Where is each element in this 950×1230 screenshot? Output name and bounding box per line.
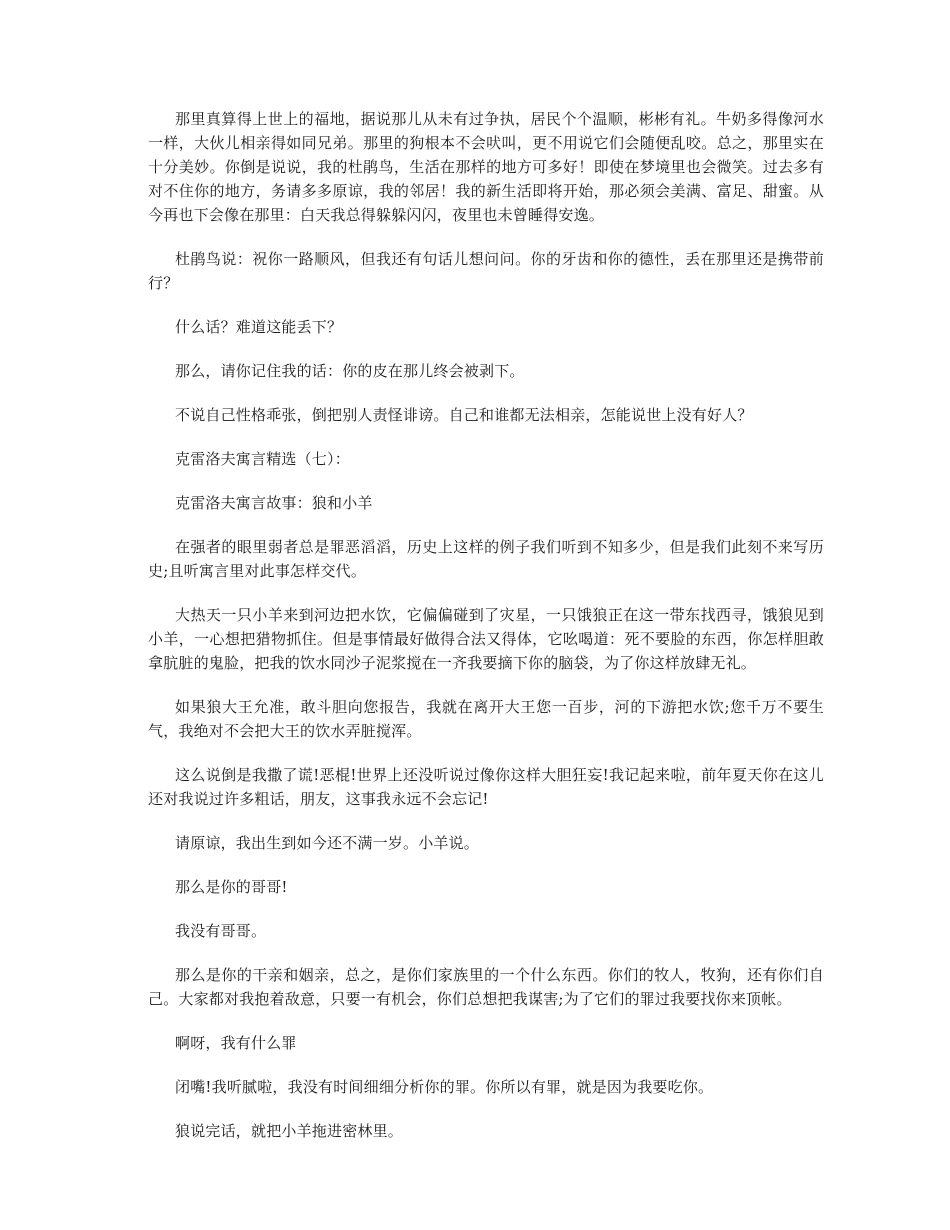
story-title: 克雷洛夫寓言故事：狼和小羊 (175, 494, 373, 512)
paragraph: 如果狼大王允准，敢斗胆向您报告，我就在离开大王您一百步，河的下游把水饮;您千万不要生气，我绝对不会把大王的饮水弄脏搅浑。 (148, 698, 824, 740)
paragraph: 啊呀，我有什么罪 (175, 1034, 297, 1052)
paragraph: 在强者的眼里弱者总是罪恶滔滔，历史上这样的例子我们听到不知多少，但是我们此刻不来写历史;且听寓言里对此事怎样交代。 (148, 538, 824, 580)
paragraph: 那么是你的哥哥! (175, 878, 288, 896)
section-heading: 克雷洛夫寓言精选（七）： (175, 450, 350, 468)
paragraph: 那里真算得上世上的福地，据说那儿从未有过争执，居民个个温顺，彬彬有礼。牛奶多得像河水一样，大伙儿相亲得如同兄弟。那里的狗根本不会吠叫，更不用说它们会随便乱咬。总之，那里实在十分美妙。你倒是说说，我的杜鹃鸟，生活在那样的地方可多好！即使在梦境里也会微笑。过去多有对不住你的地方，务请多多原谅，我的邻居！我的新生活即将开始，那必须会美满、富足、甜蜜。从今再也下会像在那里：白天我总得躲躲闪闪，夜里也未曾睡得安逸。 (148, 110, 824, 224)
document-body (148, 107, 824, 1163)
paragraph: 什么话？难道这能丢下？ (175, 318, 343, 336)
paragraph: 请原谅，我出生到如今还不满一岁。小羊说。 (175, 834, 480, 852)
paragraph: 闭嘴!我听腻啦，我没有时间细细分析你的罪。你所以有罪，就是因为我要吃你。 (175, 1078, 714, 1096)
paragraph: 大热天一只小羊来到河边把水饮，它偏偏碰到了灾星，一只饿狼正在这一带东找西寻，饿狼见到小羊，一心想把猎物抓住。但是事情最好做得合法又得体，它吆喝道：死不要脸的东西，你怎样胆敢拿肮脏的鬼脸，把我的饮水同沙子泥浆搅在一齐我要摘下你的脑袋，为了你这样放肆无礼。 (148, 606, 824, 672)
paragraph: 那么是你的干亲和姻亲，总之，是你们家族里的一个什么东西。你们的牧人，牧狗，还有你们自己。大家都对我抱着敌意，只要一有机会，你们总想把我谋害;为了它们的罪过我要找你来顶帐。 (148, 966, 824, 1008)
paragraph: 那么，请你记住我的话：你的皮在那儿终会被剥下。 (175, 362, 525, 380)
paragraph: 杜鹃鸟说：祝你一路顺风，但我还有句话儿想问问。你的牙齿和你的德性，丢在那里还是携带前行？ (148, 250, 824, 292)
paragraph: 我没有哥哥。 (175, 922, 267, 940)
paragraph: 狼说完话，就把小羊拖进密林里。 (175, 1122, 404, 1140)
paragraph: 这么说倒是我撒了谎!恶棍!世界上还没听说过像你这样大胆狂妄!我记起来啦，前年夏天你在这儿还对我说过许多粗话，朋友，这事我永远不会忘记! (148, 766, 824, 808)
paragraph: 不说自己性格乖张，倒把别人责怪诽谤。自己和谁都无法相亲，怎能说世上没有好人？ (175, 406, 753, 424)
